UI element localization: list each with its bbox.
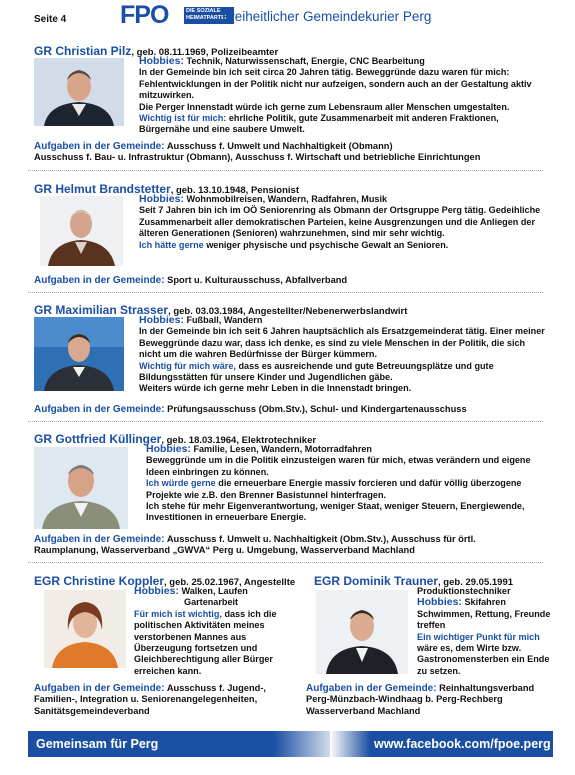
hobbies-label: Hobbies: xyxy=(139,193,184,205)
tasks-text: Ausschuss f. Umwelt und Nachhaltigkeit (Obmann) xyxy=(164,141,393,151)
highlight-text: die erneuerbare Energie massiv forcieren und dafür völlig überzogene Projekte wie z.B. den Brenner Basistunnel hinterfragen. xyxy=(146,478,522,500)
bio-text: In der Gemeinde bin ich seit circa 20 Jahren tätig. Beweggründe dazu waren für mich: Fehlentwicklungen in der Politik nicht nur aufzeigen, sondern auch an der Gestaltung aktiv mitzuwirken. xyxy=(139,67,532,101)
section-divider xyxy=(28,421,543,422)
candidate-tasks xyxy=(34,683,302,717)
newsletter-title: Freiheitlicher Gemeindekurier Perg xyxy=(222,9,432,24)
hobbies-label: Hobbies: xyxy=(146,443,191,455)
tasks-text-2: Raumplanung, Wasserverband „GWVA“ Perg u. Umgebung, Wasserverband Machland xyxy=(34,545,415,556)
highlight-text: weniger physische und psychische Gewalt an Senioren. xyxy=(203,239,449,250)
tasks-label: Aufgaben in der Gemeinde: xyxy=(34,683,165,694)
candidate-bio xyxy=(417,586,557,677)
highlight-label: Für mich ist wichtig, xyxy=(134,608,222,619)
portrait-image xyxy=(34,58,124,126)
candidate-bio xyxy=(146,444,549,524)
tasks-label: Aufgaben in der Gemeinde: xyxy=(306,683,437,694)
highlight-label: Ich würde gerne xyxy=(146,478,216,489)
hobbies-label: Hobbies: xyxy=(139,314,184,326)
highlight-label: Wichtig ist für mich: xyxy=(139,113,227,124)
bio-text-2: Weiters würde ich gerne mehr Leben in die Innenstadt bringen. xyxy=(139,383,412,394)
highlight-text: dass es ausreichende und gute Betreuungsplätze und gute Bildungsstätten für unsere Kinder und Jugendlichen gäbe. xyxy=(139,360,494,383)
bio-text: In der Gemeinde bin ich seit 6 Jahren hauptsächlich als Ersatzgemeinderat tätig. Einer meiner Beweggründe dazu war, dass ich denke, es sind zu viele Menschen in der Politik, die sich nicht um die wahren Bedürfnisse der Bürger kümmern. xyxy=(139,326,545,360)
candidate-photo xyxy=(34,447,128,529)
candidate-name: EGR Christine Koppler xyxy=(34,574,165,588)
candidate-name: GR Christian Pilz xyxy=(34,44,132,58)
logo-wordmark: FPO xyxy=(120,1,169,29)
tasks-label: Aufgaben in der Gemeinde: xyxy=(34,534,165,545)
candidate-tasks xyxy=(34,404,549,415)
bio-text-2: Die Perger Innenstadt würde ich gerne zum Lebensraum aller Menschen umgestalten. xyxy=(139,101,510,112)
tasks-label: Aufgaben in der Gemeinde: xyxy=(34,275,165,286)
candidate-meta: , geb. 03.03.1984, Angestellter/Nebenerwerbslandwirt xyxy=(168,306,408,317)
hobbies-text: Fußball, Wandern xyxy=(183,315,263,325)
hobbies-label: Hobbies: xyxy=(417,596,462,609)
slogan-banner: Gemeinsam für Perg xyxy=(28,731,274,757)
portrait-image xyxy=(34,317,124,391)
candidate-photo xyxy=(34,317,124,391)
candidate-meta: , geb. 18.03.1964, Elektrotechniker xyxy=(161,435,317,446)
candidate-name: GR Helmut Brandstetter xyxy=(34,182,171,196)
tasks-text-2: Ausschuss f. Bau- u. Infrastruktur (Obmann), Ausschuss f. Wirtschaft und betriebliche Einrichtungen xyxy=(34,152,481,163)
facebook-link[interactable]: www.facebook.com/fpoe.perg xyxy=(370,731,553,757)
tasks-text: Ausschuss f. Umwelt u. Nachhaltigkeit (Obm.Stv.), Ausschuss für örtl. xyxy=(164,534,476,544)
highlight-label: Wichtig für mich wäre, xyxy=(139,360,236,371)
candidate-tasks xyxy=(34,534,549,557)
candidate-photo xyxy=(44,590,126,668)
candidate-name: GR Maximilian Strasser xyxy=(34,303,169,317)
candidate-name: EGR Dominik Trauner xyxy=(314,574,439,588)
tasks-label: Aufgaben in der Gemeinde: xyxy=(34,141,165,152)
hobbies-text: Walken, Laufen xyxy=(178,586,248,596)
candidate-meta: , geb. 13.10.1948, Pensionist xyxy=(170,185,299,196)
candidate-tasks xyxy=(34,141,549,164)
candidate-photo xyxy=(316,590,408,674)
bio-text-2: Ich stehe für mehr Eigenverantwortung, weniger Staat, weniger Steuern, Energiewende, Investitionen in erneuerbare Energie. xyxy=(146,501,525,523)
tasks-label: Aufgaben in der Gemeinde: xyxy=(34,404,165,415)
section-divider xyxy=(28,170,543,171)
hobbies-text: Skifahren Schwimmen, Rettung, Freunde treffen xyxy=(417,597,551,631)
candidate-photo xyxy=(34,58,124,126)
tasks-text: Sport u. Kulturausschuss, Abfallverband xyxy=(164,275,348,285)
hobbies-label: Hobbies: xyxy=(134,585,179,597)
candidate-bio xyxy=(139,315,549,395)
portrait-image xyxy=(40,196,123,266)
logo-tagline: DIE SOZIALE HEIMATPARTEI xyxy=(184,7,234,24)
page-number: Seite 4 xyxy=(34,14,67,25)
highlight-label: Ich hätte gerne xyxy=(139,239,204,250)
candidate-bio xyxy=(139,194,549,251)
bio-text: Beweggründe um in die Politik einzusteigen waren für mich, etwas verändern und eigene Ideen einbringen zu können. xyxy=(146,455,531,477)
candidate-tasks xyxy=(306,683,556,717)
candidate-name: GR Gottfried Küllinger xyxy=(34,432,162,446)
hobbies-text: Wohnmobilreisen, Wandern, Radfahren, Musik xyxy=(183,194,388,204)
candidate-meta: , geb. 25.02.1967, Angestellte xyxy=(164,577,296,588)
candidate-bio xyxy=(139,56,549,136)
section-divider xyxy=(28,562,543,563)
section-divider xyxy=(28,292,543,293)
hobbies-text-2: Gartenarbeit xyxy=(184,597,239,608)
tasks-text: Reinhaltungsverband Perg-Münzbach-Windhaag b. Perg-Rechberg Wasserverband Machland xyxy=(306,683,535,716)
candidate-meta: , geb. 29.05.1991 xyxy=(438,577,514,588)
portrait-image xyxy=(34,447,128,529)
highlight-text: wäre es, dem Wirte bzw. Gastronomensterben ein Ende zu setzen. xyxy=(417,643,550,676)
hobbies-text: Technik, Naturwissenschaft, Energie, CNC Bearbeitung xyxy=(183,56,425,66)
job-text: Produktionstechniker xyxy=(417,586,511,596)
portrait-image xyxy=(44,590,126,668)
candidate-meta: , geb. 08.11.1969, Polizeibeamter xyxy=(131,47,279,58)
tasks-text: Ausschuss f. Jugend-, Familien-, Integration u. Seniorenangelegenheiten, Sanitätsgemeindeverband xyxy=(34,683,266,716)
hobbies-label: Hobbies: xyxy=(139,55,184,67)
candidate-photo xyxy=(40,196,123,266)
hobbies-text: Familie, Lesen, Wandern, Motorradfahren xyxy=(190,444,372,454)
candidate-bio xyxy=(134,586,294,677)
portrait-image xyxy=(316,590,408,674)
candidate-tasks xyxy=(34,275,549,286)
tasks-text: Prüfungsausschuss (Obm.Stv.), Schul- und Kindergartenausschuss xyxy=(164,404,467,414)
highlight-text: dass ich die politischen Aktivitäten meines verstorbenen Mannes aus Überzeugung fortsetzen und Gleichberechtigung aller Bürger erreichen kann. xyxy=(134,608,277,676)
bio-text: Seit 7 Jahren bin ich im OÖ Seniorenring als Obmann der Ortsgruppe Perg tätig. Gedeihliche Zusammenarbeit aller demokratischen Parteien, keine Ausgrenzungen und die Anliegen der älteren Generationen (Senioren) wahrzunehmen, sind mir sehr wichtig. xyxy=(139,205,541,239)
highlight-text: ehrliche Politik, gute Zusammenarbeit mit anderen Fraktionen, Bürgernähe und eine saubere Umwelt. xyxy=(139,113,499,135)
highlight-label: Ein wichtiger Punkt für mich xyxy=(417,631,540,642)
banner-fade xyxy=(330,731,370,757)
fpo-logo xyxy=(120,1,227,29)
